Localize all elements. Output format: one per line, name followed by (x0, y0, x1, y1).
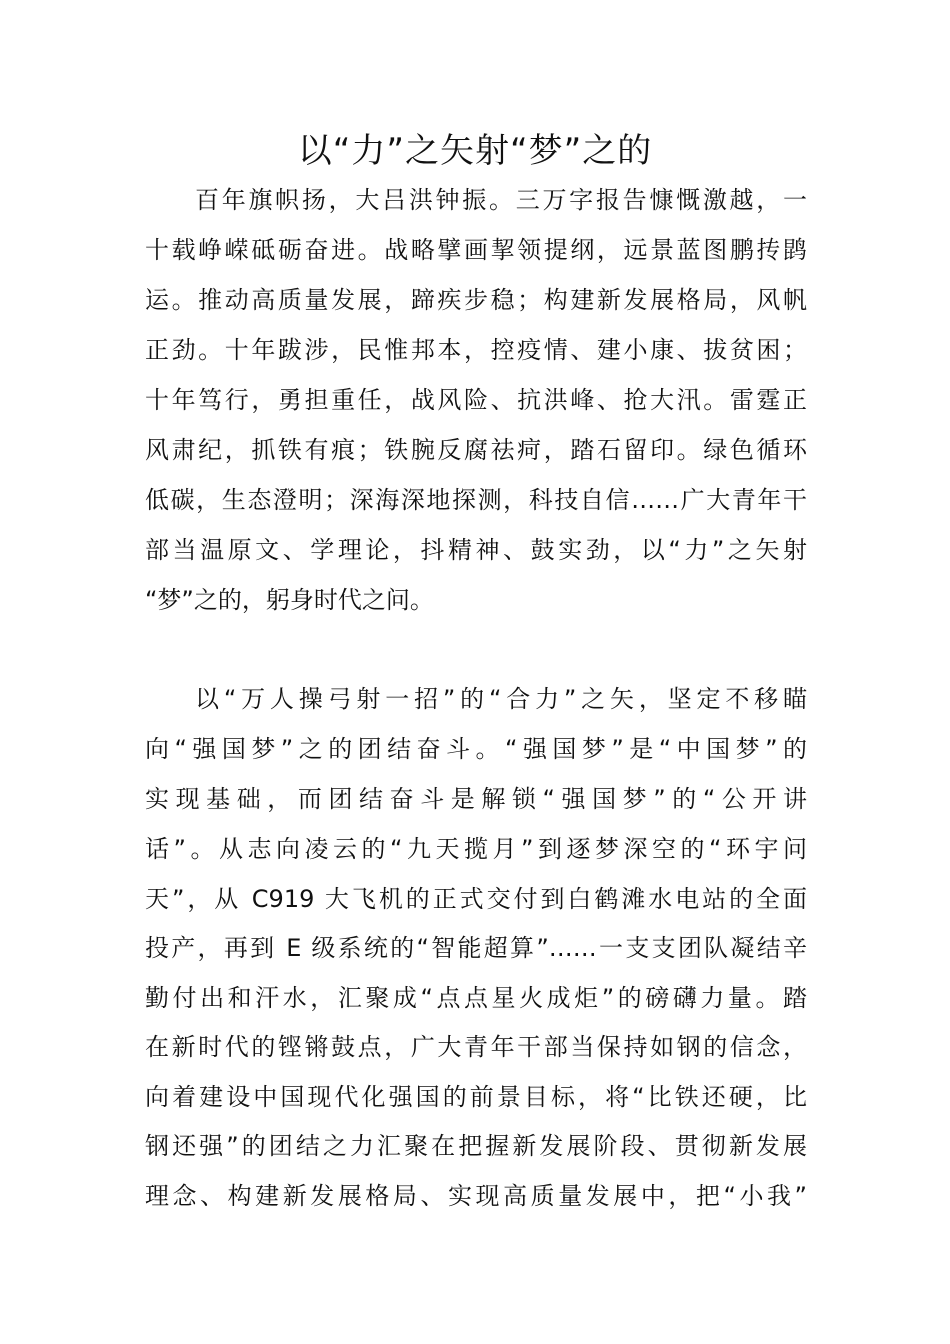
text-line: 运。推动高质量发展，蹄疾步稳；构建新发展格局，风帆 (145, 286, 807, 314)
text-line: 勤付出和汗水，汇聚成“点点星火成炬”的磅礴力量。踏 (145, 984, 807, 1012)
document-title: 以“力”之矢射“梦”之的 (297, 131, 653, 171)
text-line: 以“万人操弓射一招”的“合力”之矢，坚定不移瞄 (195, 685, 807, 713)
text-line: 向“强国梦”之的团结奋斗。“强国梦”是“中国梦”的 (145, 735, 807, 763)
text-line: 投产，再到 E 级系统的“智能超算”……一支支团队凝结辛 (145, 934, 807, 962)
text-line: 钢还强”的团结之力汇聚在把握新发展阶段、贯彻新发展 (145, 1132, 807, 1160)
text-line: 理念、构建新发展格局、实现高质量发展中，把“小我” (145, 1182, 807, 1210)
text-line: 在新时代的铿锵鼓点，广大青年干部当保持如钢的信念， (145, 1033, 807, 1061)
text-line: 天”，从 C919 大飞机的正式交付到白鹤滩水电站的全面 (145, 885, 807, 913)
text-line: 十载峥嵘砥砺奋进。战略擘画挈领提纲，远景蓝图鹏抟鹍 (145, 236, 807, 264)
text-line: 向着建设中国现代化强国的前景目标，将“比铁还硬，比 (145, 1083, 807, 1111)
text-line: 低碳，生态澄明；深海深地探测，科技自信……广大青年干 (145, 486, 807, 514)
text-line: “梦”之的，躬身时代之问。 (145, 586, 434, 614)
text-line: 正劲。十年跋涉，民惟邦本，控疫情、建小康、拔贫困； (145, 336, 807, 364)
text-line: 话”。从志向凌云的“九天揽月”到逐梦深空的“环宇问 (145, 835, 807, 863)
text-line: 百年旗帜扬，大吕洪钟振。三万字报告慷慨激越，一 (195, 186, 807, 214)
text-line: 部当温原文、学理论，抖精神、鼓实劲，以“力”之矢射 (145, 536, 807, 564)
text-line: 实现基础，而团结奋斗是解锁“强国梦”的“公开讲 (145, 785, 807, 813)
text-line: 十年笃行，勇担重任，战风险、抗洪峰、抢大汛。雷霆正 (145, 386, 807, 414)
text-line: 风肃纪，抓铁有痕；铁腕反腐祛疴，踏石留印。绿色循环 (145, 436, 807, 464)
